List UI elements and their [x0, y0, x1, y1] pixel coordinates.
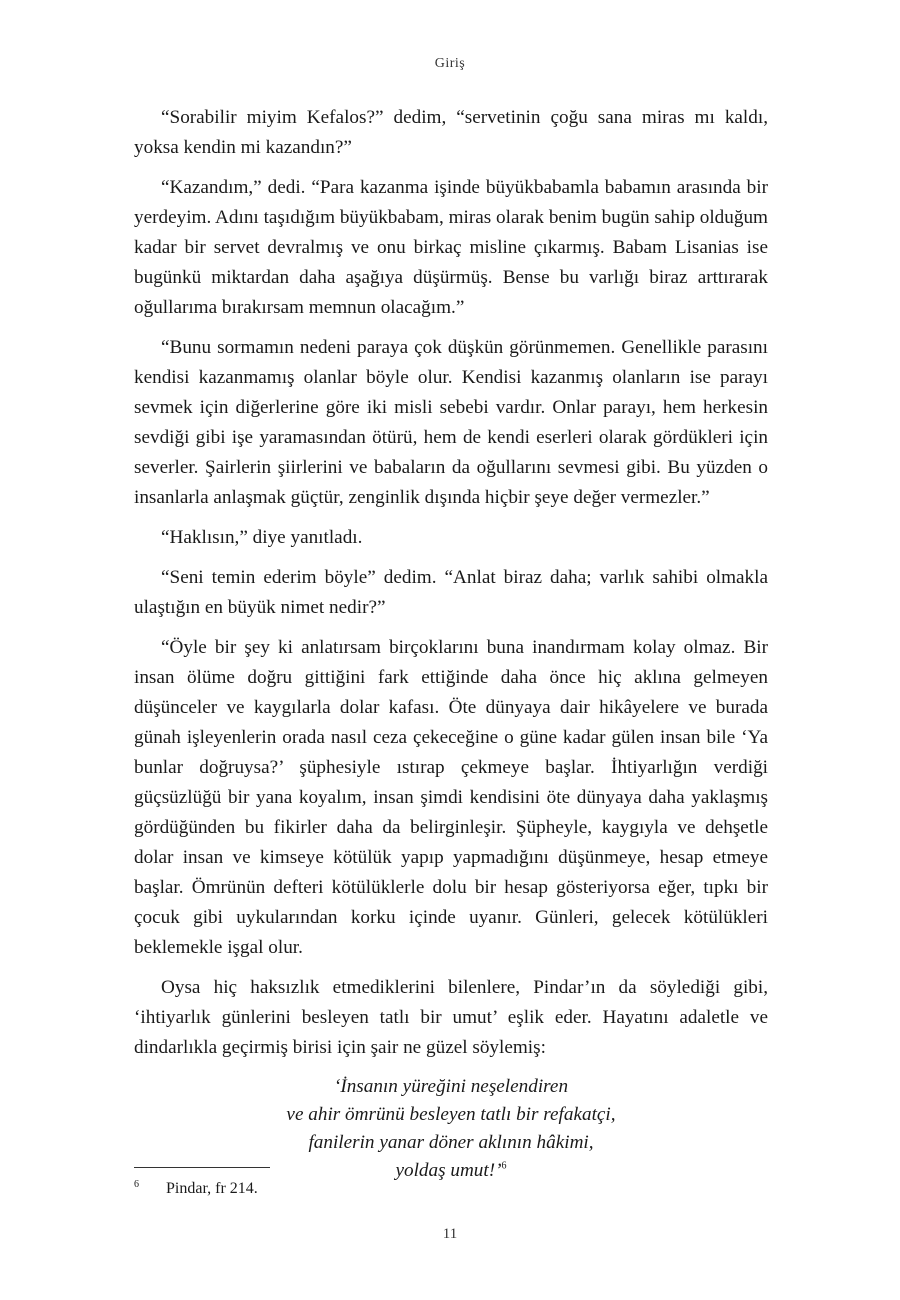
paragraph: “Öyle bir şey ki anlatırsam birçoklarını buna inandırmam kolay olmaz. Bir insan ölüme doğru gittiğini fark ettiğinde daha önce hiç aklına gelmeyen düşünceler ve kaygılarla dolar kafası. Öte dünyaya dair hikâyelere ve burada günah işleyenlerin orada nasıl ceza çekeceğine o güne kadar gülen insan bile ‘Ya bunlar doğruysa?’ şüphesiyle ıstırap çekmeye başlar. İhtiyarlığın verdiği güçsüzlüğü bir yana koyalım, insan şimdi kendisini öte dünyaya daha yaklaşmış gördüğünden bu fikirler daha da belirginleşir. Şüpheyle, kaygıyla ve dehşetle dolar insan ve kimseye kötülük yapıp yapmadığını düşünmeye, hesap etmeye başlar. Ömrünün defteri kötülüklerle dolu bir hesap gösteriyorsa eğer, tıpkı bir çocuk gibi uykularından korku içinde uyanır. Günleri, gelecek kötülükleri beklemekle işgal olur. — [134, 637, 768, 958]
verse-quote — [134, 1073, 768, 1185]
footnote-text: Pindar, fr 214. — [166, 1180, 258, 1197]
paragraph: “Seni temin ederim böyle” dedim. “Anlat biraz daha; varlık sahibi olmakla ulaştığın en büyük nimet nedir?” — [134, 567, 768, 618]
paragraph: “Kazandım,” dedi. “Para kazanma işinde büyükbabamla babamın arasında bir yerdeyim. Adını taşıdığım büyükbabam, miras olarak benim bugün sahip olduğum kadar bir servet devralmış ve onu birkaç misline çıkarmış. Babam Lisanias ise bugünkü miktardan daha aşağıya düşürmüş. Bense bu varlığı biraz arttırarak oğullarıma bırakırsam memnun olacağım.” — [134, 177, 768, 318]
footnote-reference[interactable]: 6 — [501, 1160, 507, 1172]
verse-line: fanilerin yanar döner aklının hâkimi, — [308, 1132, 594, 1153]
verse-line: ‘İnsanın yüreğini neşelendiren — [333, 1076, 569, 1097]
paragraph: Oysa hiç haksızlık etmediklerini bilenlere, Pindar’ın da söylediği gibi, ‘ihtiyarlık günlerini besleyen tatlı bir umut’ eşlik eder. Hayatını adaletle ve dindarlıkla geçirmiş birisi için şair ne güzel söylemiş: — [134, 977, 768, 1058]
footnote-divider — [134, 1167, 270, 1168]
running-head: Giriş — [434, 56, 466, 71]
paragraph: “Bunu sormamın nedeni paraya çok düşkün görünmemen. Genellikle parasını kendisi kazanmamış olanlar böyle olur. Kendisi kazanmış olanların ise parayı sevmek için diğerlerine göre iki misli sebebi vardır. Onlar parayı, hem herkesin sevdiği gibi işe yaramasından ötürü, hem de kendi eserleri olarak gördükleri için severler. Şairlerin şiirlerini ve babaların da oğullarını sevmesi gibi. Bu yüzden o insanlarla anlaşmak güçtür, zenginlik dışında hiçbir şeye değer vermezler.” — [134, 337, 768, 508]
paragraph: “Sorabilir miyim Kefalos?” dedim, “servetinin çoğu sana miras mı kaldı, yoksa kendin mi kazandın?” — [134, 107, 768, 158]
footnote-number: 6 — [134, 1179, 139, 1190]
verse-line: yoldaş umut!’ — [395, 1160, 502, 1181]
footnote — [134, 1178, 768, 1200]
page-number: 11 — [442, 1226, 458, 1242]
paragraph: “Haklısın,” diye yanıtladı. — [161, 527, 363, 548]
verse-line: ve ahir ömrünü besleyen tatlı bir refakatçi, — [286, 1104, 616, 1125]
body-text — [134, 103, 768, 1185]
